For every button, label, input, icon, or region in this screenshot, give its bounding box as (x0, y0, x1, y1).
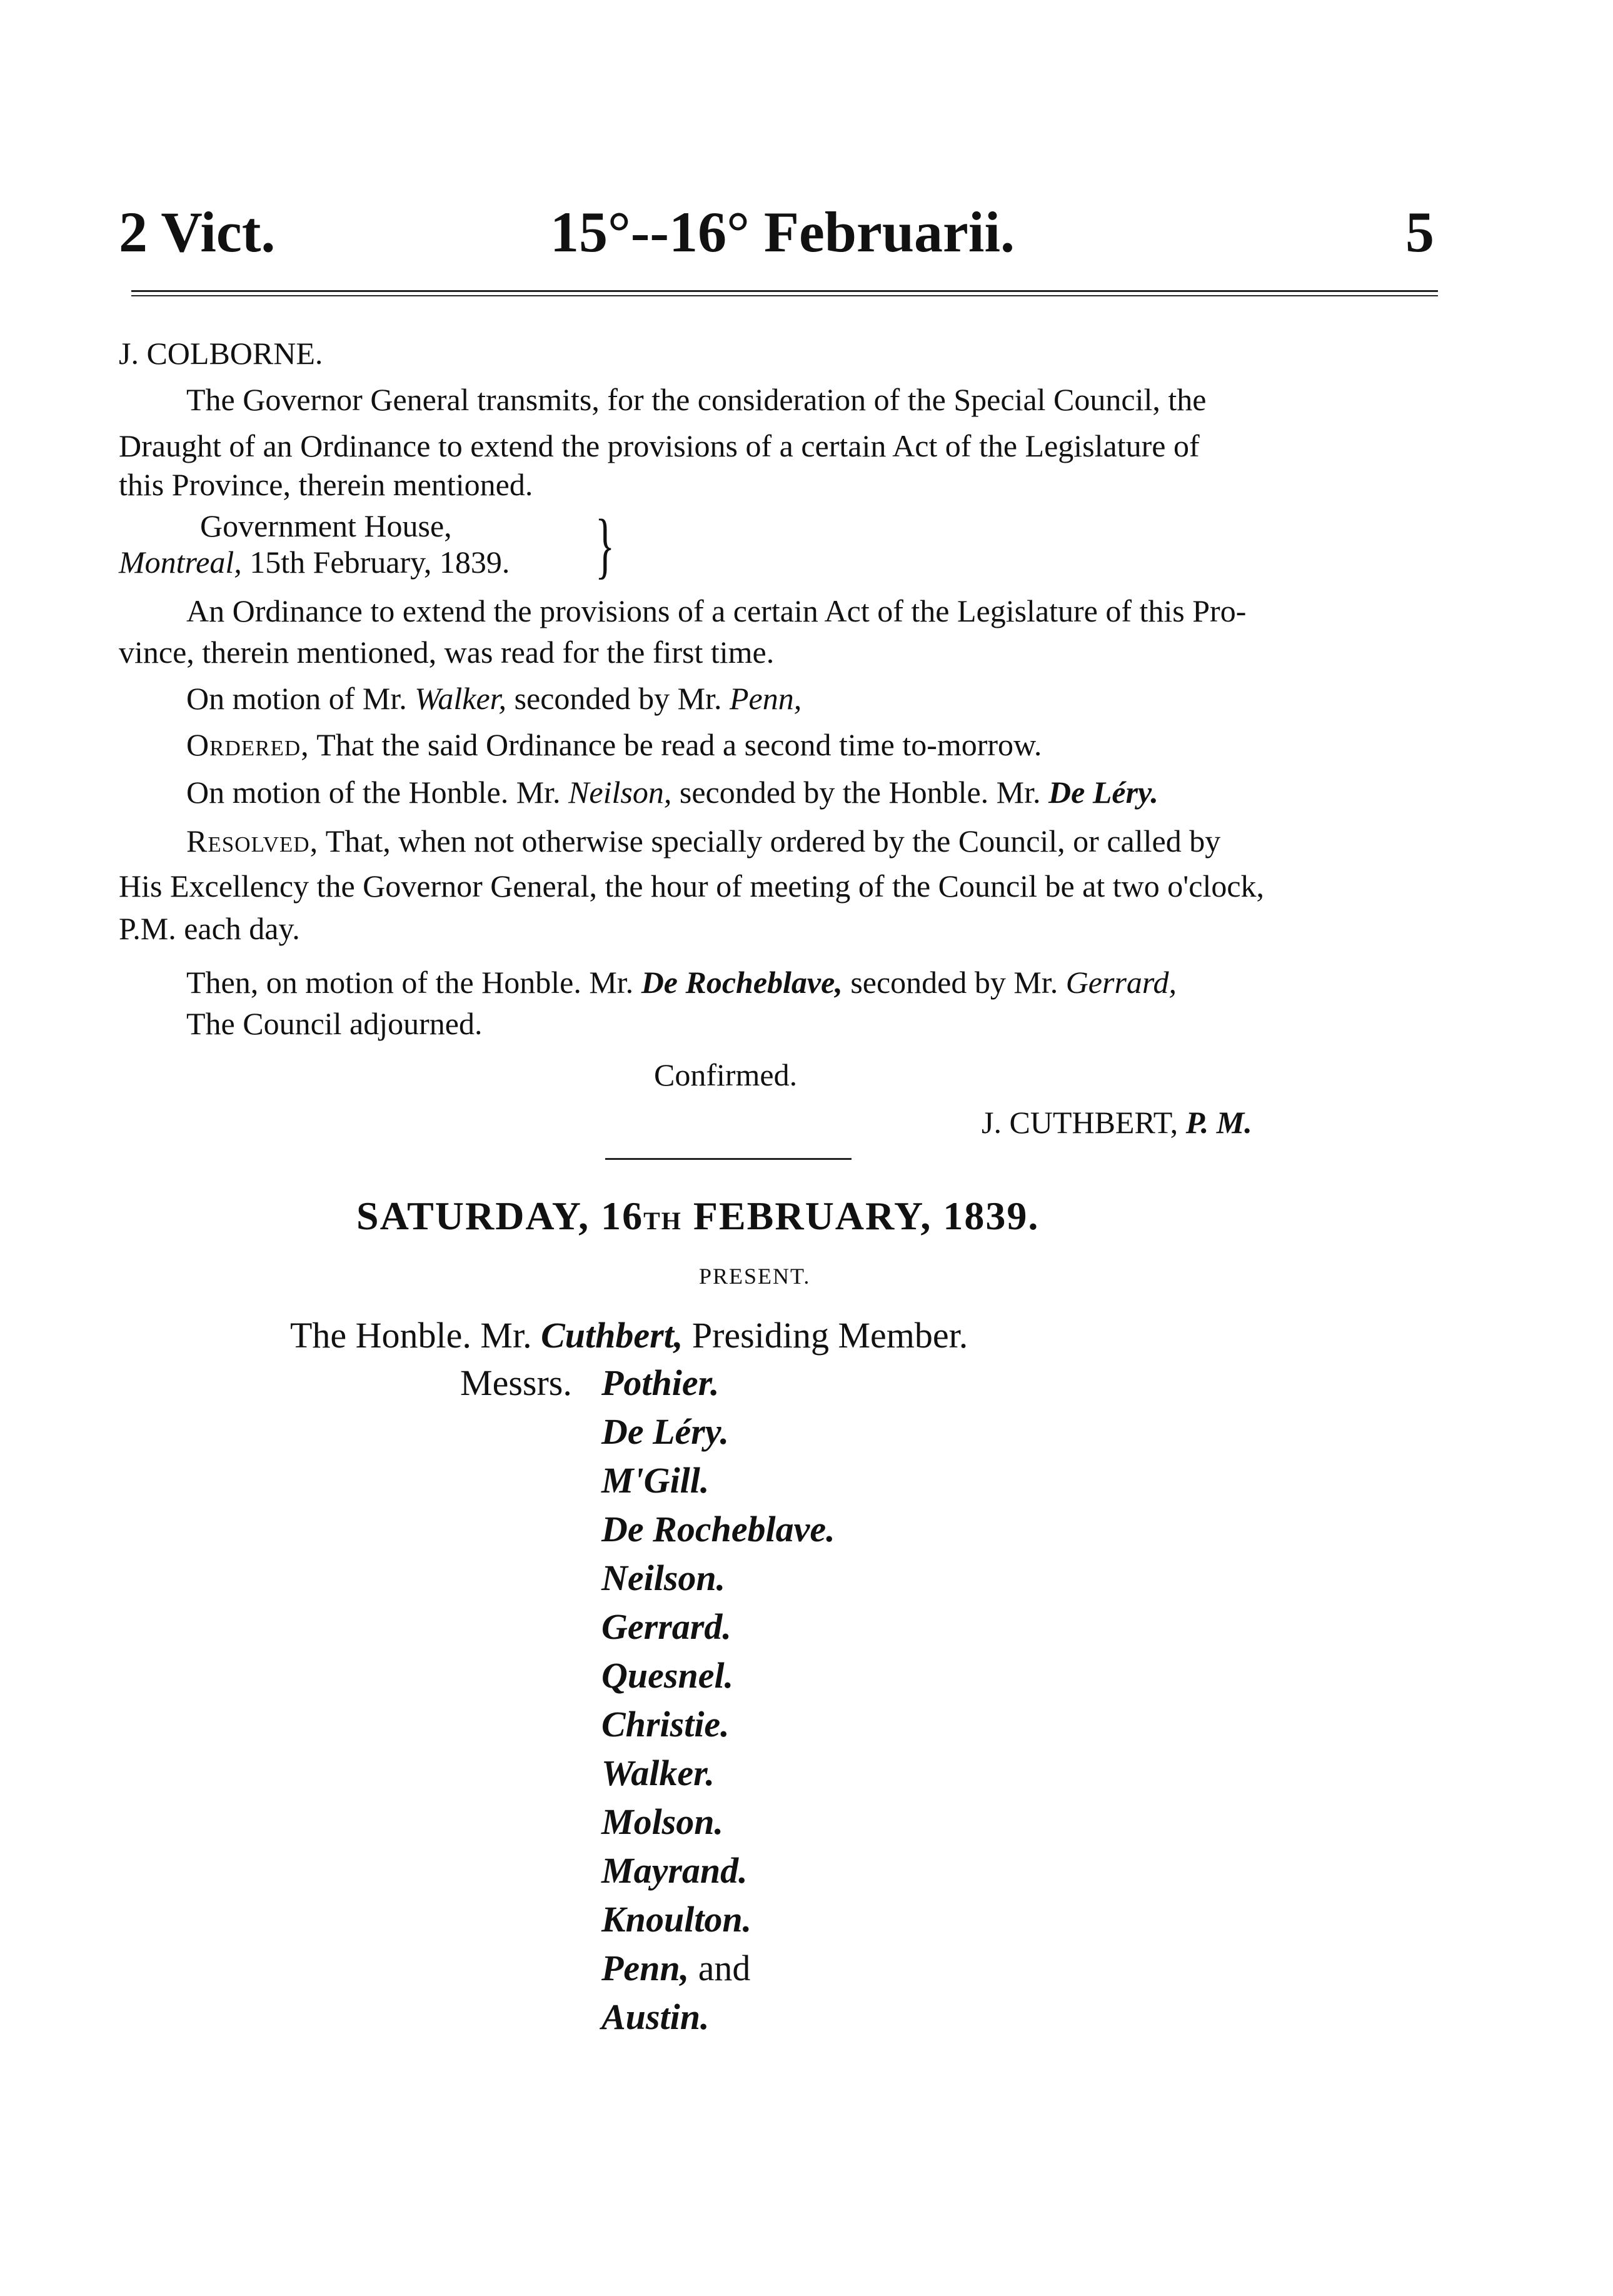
presiding-suffix: Presiding Member. (683, 1315, 968, 1356)
ordinance-line-2: vince, therein mentioned, was read for the first time. (119, 635, 775, 670)
motion-prefix: On motion of Mr. (186, 681, 415, 716)
running-head-date: 15°--16° Februarii. (550, 200, 1015, 264)
member-name: Gerrard. (601, 1606, 731, 1647)
presiding-member (290, 1314, 968, 1356)
dateline-line-1: Government House, (200, 508, 452, 543)
ordered-label: Ordered, (186, 727, 309, 762)
confirmed-text: Confirmed. (654, 1057, 798, 1092)
member-name: Quesnel. (601, 1655, 734, 1696)
resolved-line-3: P.M. each day. (119, 911, 300, 946)
signature-name: J. CUTHBERT, (982, 1105, 1178, 1140)
presiding-name: Cuthbert, (541, 1315, 683, 1356)
session-heading (356, 1193, 1039, 1239)
heading-ordinal: TH (643, 1207, 682, 1235)
member-name: Pothier. (601, 1362, 720, 1403)
message-line-2: Draught of an Ordinance to extend the provisions of a certain Act of the Legislature of (119, 428, 1200, 463)
motion-middle: seconded by the Honble. Mr. (671, 775, 1049, 810)
page-number: 5 (1405, 200, 1434, 264)
dateline-date: 15th February, 1839. (241, 545, 510, 580)
resolved-line-1 (186, 825, 1220, 857)
heading-date: FEBRUARY, 1839. (681, 1194, 1040, 1238)
member-name: Knoulton. (601, 1899, 752, 1940)
running-head-left: 2 Vict. (119, 200, 276, 264)
resolved-line-2: His Excellency the Governor General, the hour of meeting of the Council be at two o'clock, (119, 869, 1265, 904)
dateline-line-2 (119, 546, 510, 578)
ordered-line (186, 729, 1042, 760)
dateline-brace: } (595, 504, 615, 586)
member-name: Mayrand. (601, 1850, 748, 1891)
messrs-label: Messrs. (460, 1362, 572, 1403)
dateline-place: Montreal, (119, 545, 242, 580)
seconder-name: Gerrard, (1065, 965, 1177, 1000)
mover-name: Neilson, (568, 775, 672, 810)
member-name: De Léry. (601, 1411, 729, 1452)
member-name-penn (601, 1947, 750, 1989)
seconder-name: Penn, (729, 681, 802, 716)
header-rule-bottom (131, 295, 1438, 296)
conjunction-and: and (689, 1948, 751, 1988)
motion-neilson (186, 777, 1158, 808)
ordinance-line-1: An Ordinance to extend the provisions of a certain Act of the Legislature of this Pro- (186, 593, 1247, 628)
member-name: Penn, (601, 1948, 690, 1988)
member-name: Molson. (601, 1801, 724, 1842)
message-line-1: The Governor General transmits, for the consideration of the Special Council, the (186, 382, 1207, 417)
member-name: M'Gill. (601, 1460, 710, 1501)
header-rule-top (131, 290, 1438, 292)
motion-prefix: On motion of the Honble. Mr. (186, 775, 569, 810)
resolved-text: That, when not otherwise specially ordered by the Council, or called by (318, 823, 1221, 858)
presiding-prefix: The Honble. Mr. (290, 1315, 541, 1356)
member-name: De Rocheblave. (601, 1509, 835, 1549)
signature-colborne: J. COLBORNE. (119, 336, 323, 371)
motion-middle: seconded by Mr. (842, 965, 1066, 1000)
resolved-label: Resolved, (186, 823, 319, 858)
ordered-text: That the said Ordinance be read a second time to-morrow. (309, 727, 1042, 762)
mover-name: De Rocheblave, (641, 965, 843, 1000)
signature-cuthbert (982, 1107, 1252, 1138)
member-name: Walker. (601, 1753, 715, 1793)
motion-walker (186, 683, 801, 714)
signature-title: P. M. (1185, 1105, 1252, 1140)
mover-name: Walker, (415, 681, 507, 716)
council-adjourned: The Council adjourned. (186, 1006, 483, 1041)
seconder-name: De Léry. (1048, 775, 1158, 810)
message-line-3: this Province, therein mentioned. (119, 467, 533, 502)
member-name: Austin. (601, 1996, 710, 2037)
adjournment-motion (186, 967, 1177, 998)
section-divider (605, 1158, 852, 1160)
member-name: Neilson. (601, 1558, 726, 1598)
motion-middle: seconded by Mr. (506, 681, 730, 716)
member-name: Christie. (601, 1704, 730, 1745)
present-label: PRESENT. (699, 1264, 811, 1289)
motion-prefix: Then, on motion of the Honble. Mr. (186, 965, 641, 1000)
heading-day: SATURDAY, 16 (356, 1194, 644, 1238)
